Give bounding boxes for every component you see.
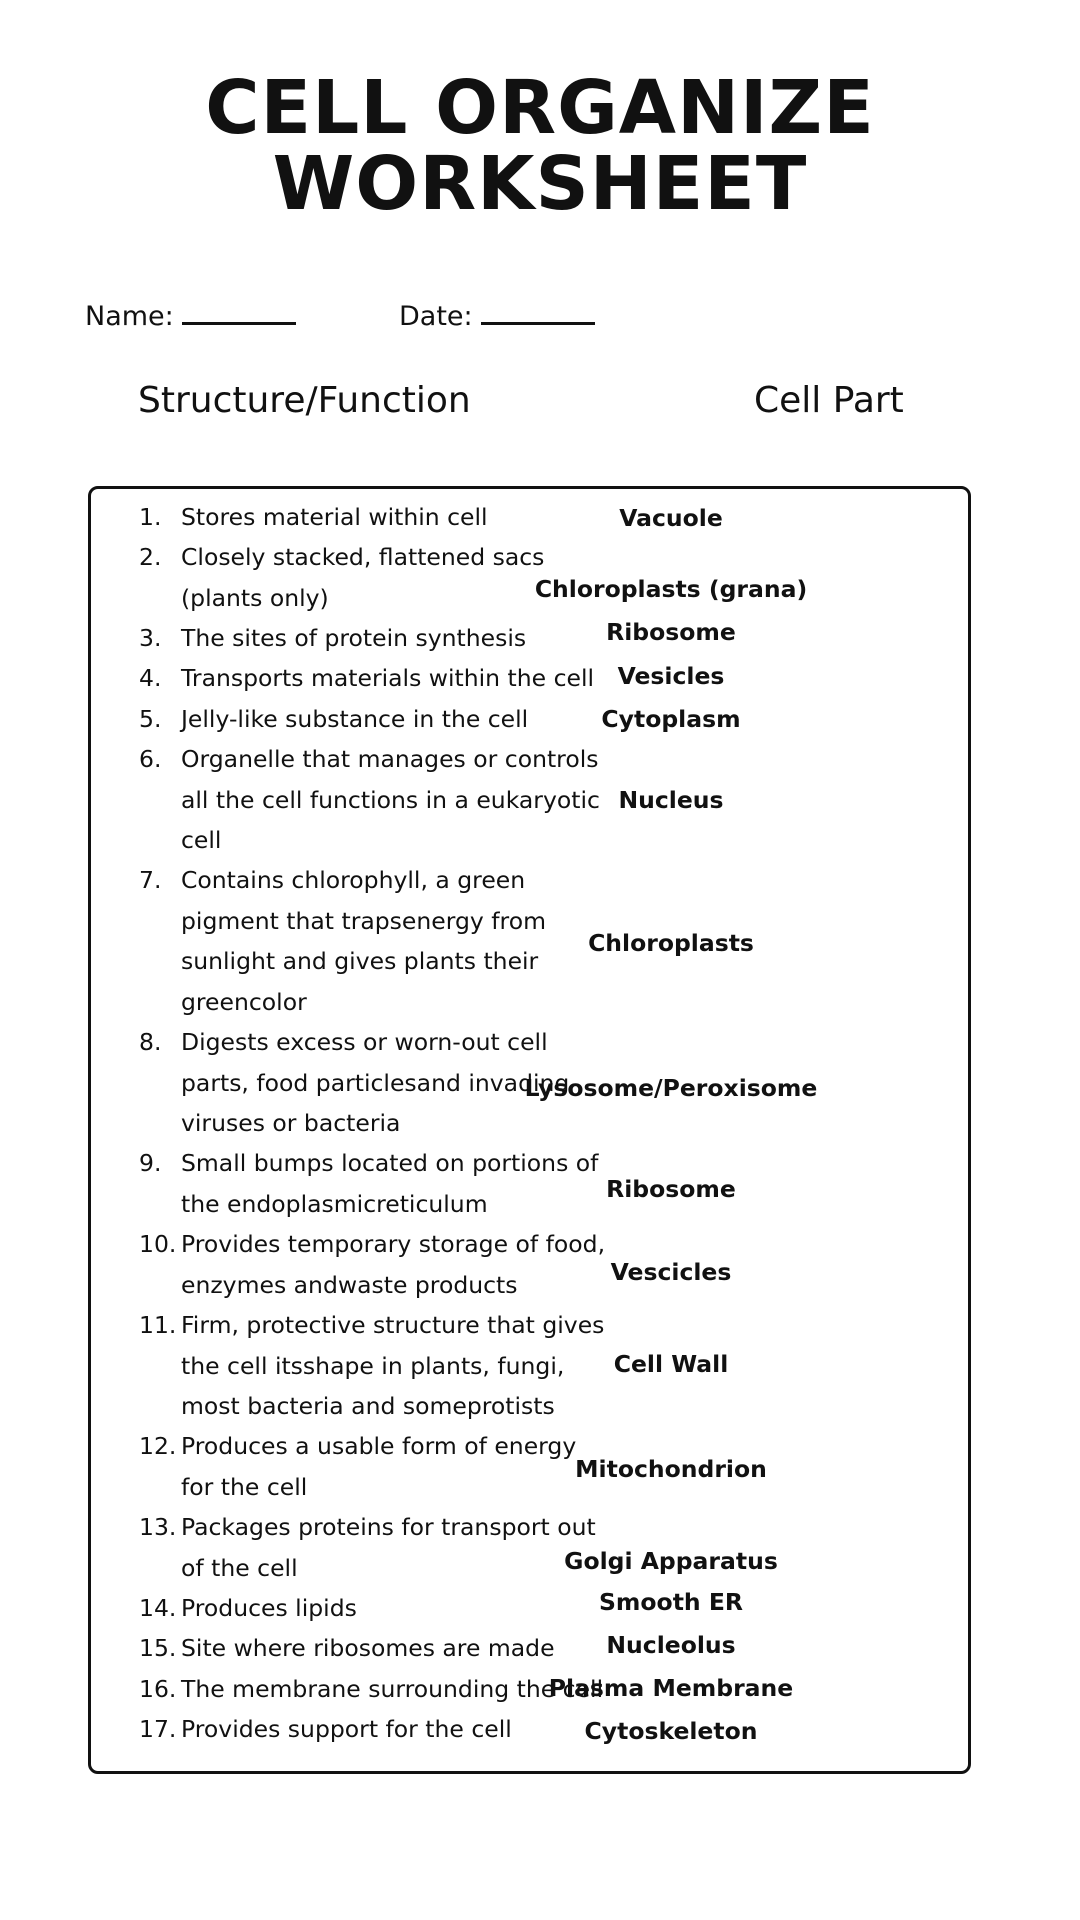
item-description: Site where ribosomes are made xyxy=(181,1634,555,1662)
item-description: Organelle that manages or controls all the cell functions in a eukaryotic cell xyxy=(181,745,600,854)
item-answer: Golgi Apparatus xyxy=(564,1547,778,1575)
item-description: Digests excess or worn-out cell parts, food particlesand invading viruses or bacteria xyxy=(181,1028,570,1137)
item-description: Stores material within cell xyxy=(181,503,488,531)
item-answer: Chloroplasts xyxy=(588,929,754,957)
item-answer: Lysosome/Peroxisome xyxy=(524,1074,818,1102)
item-answer: Plasma Membrane xyxy=(548,1674,794,1702)
item-answer: Chloroplasts (grana) xyxy=(534,575,808,603)
item-answer: Smooth ER xyxy=(599,1588,743,1616)
name-field[interactable] xyxy=(85,296,296,332)
item-number: 10. xyxy=(139,1230,177,1258)
item-number: 8. xyxy=(139,1028,162,1056)
item-answer: Nucleolus xyxy=(606,1631,736,1659)
item-answer: Vesicles xyxy=(617,662,725,690)
date-label: Date: xyxy=(399,301,473,332)
item-answer: Vacuole xyxy=(619,504,723,532)
name-blank-line[interactable] xyxy=(182,296,296,325)
item-number: 2. xyxy=(139,543,162,571)
item-description: The sites of protein synthesis xyxy=(181,624,527,652)
item-description: Firm, protective structure that gives the cell itsshape in plants, fungi, most bacteria and someprotists xyxy=(181,1311,605,1420)
item-answer: Cytoskeleton xyxy=(584,1717,758,1745)
item-description: Small bumps located on portions of the endoplasmicreticulum xyxy=(181,1149,599,1218)
item-number: 3. xyxy=(139,624,162,652)
item-answer: Mitochondrion xyxy=(575,1455,767,1483)
item-description: Provides support for the cell xyxy=(181,1715,512,1743)
item-description: Transports materials within the cell xyxy=(181,664,595,692)
item-description: Jelly-like substance in the cell xyxy=(181,705,529,733)
date-field[interactable] xyxy=(399,296,595,332)
column-header-structure-function: Structure/Function xyxy=(138,380,471,421)
item-answer: Cytoplasm xyxy=(601,705,741,733)
title-line-1: CELL ORGANIZE xyxy=(205,65,875,151)
item-number: 12. xyxy=(139,1432,177,1460)
item-number: 6. xyxy=(139,745,162,773)
column-header-cell-part: Cell Part xyxy=(754,380,904,421)
item-answer: Ribosome xyxy=(606,618,736,646)
item-description: Provides temporary storage of food, enzymes andwaste products xyxy=(181,1230,606,1299)
item-number: 17. xyxy=(139,1715,177,1743)
worksheet-title xyxy=(0,65,1080,227)
item-number: 14. xyxy=(139,1594,177,1622)
item-number: 11. xyxy=(139,1311,177,1339)
item-description: Produces a usable form of energy for the cell xyxy=(181,1432,577,1501)
date-blank-line[interactable] xyxy=(481,296,595,325)
name-label: Name: xyxy=(85,301,174,332)
item-answer: Nucleus xyxy=(618,786,724,814)
item-description: Packages proteins for transport out of the cell xyxy=(181,1513,596,1582)
item-number: 15. xyxy=(139,1634,177,1662)
item-answer: Vescicles xyxy=(610,1258,732,1286)
item-description: Contains chlorophyll, a green pigment that trapsenergy from sunlight and gives plants their greencolor xyxy=(181,866,546,1016)
item-number: 5. xyxy=(139,705,162,733)
item-number: 4. xyxy=(139,664,162,692)
item-number: 9. xyxy=(139,1149,162,1177)
item-answer: Ribosome xyxy=(606,1175,736,1203)
item-number: 7. xyxy=(139,866,162,894)
title-line-2: WORKSHEET xyxy=(272,141,808,227)
item-number: 13. xyxy=(139,1513,177,1541)
item-description: The membrane surrounding the cell xyxy=(181,1675,604,1703)
item-number: 1. xyxy=(139,503,162,531)
item-description: Produces lipids xyxy=(181,1594,357,1622)
worksheet-table-box xyxy=(88,486,971,1774)
item-number: 16. xyxy=(139,1675,177,1703)
item-answer: Cell Wall xyxy=(613,1350,729,1378)
item-description: Closely stacked, flattened sacs (plants only) xyxy=(181,543,545,612)
